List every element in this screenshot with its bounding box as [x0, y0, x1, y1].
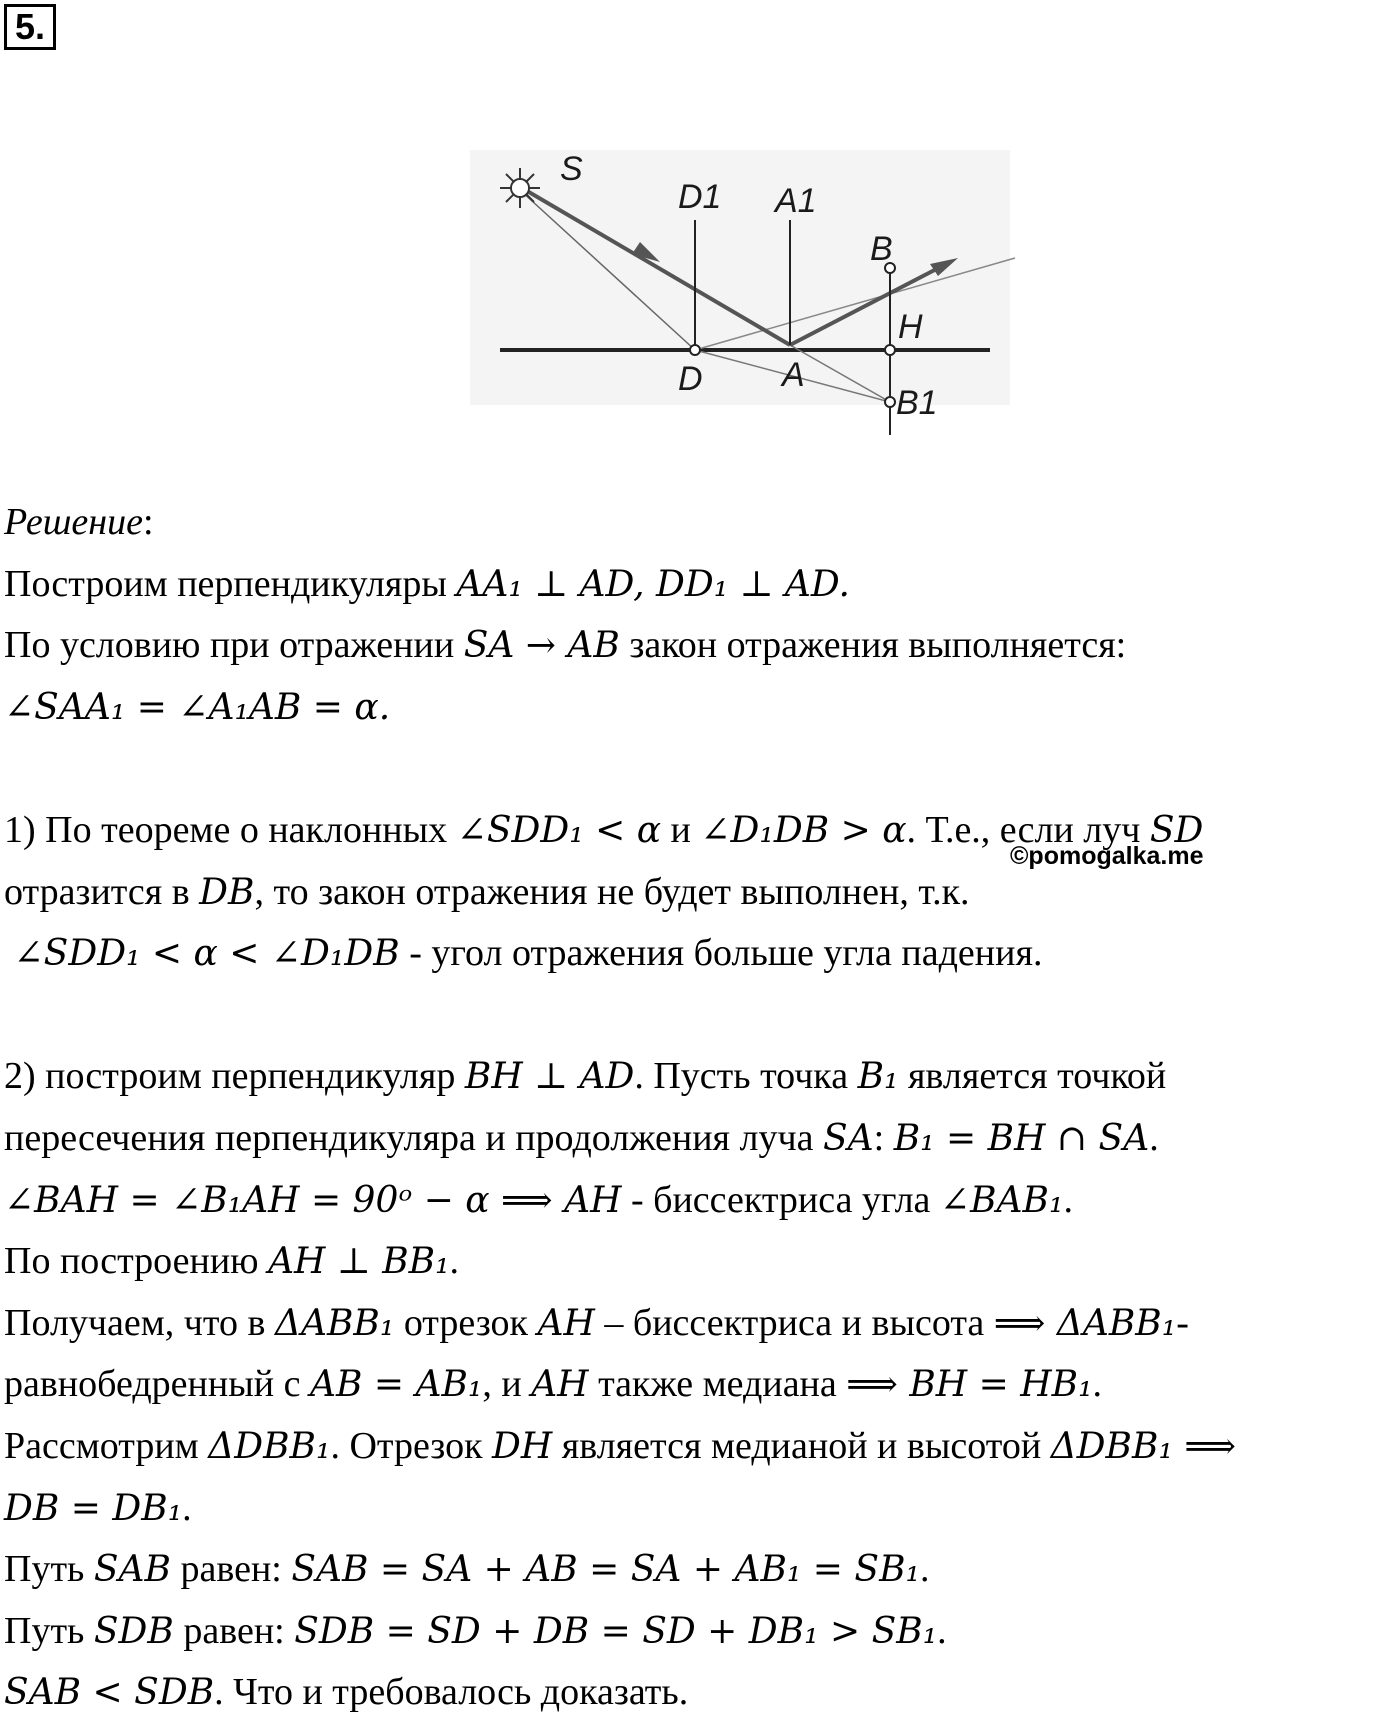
math-run: ∠D₁DB > α: [700, 809, 907, 851]
math-run: ∠BAH = ∠B₁AH = 90ᵒ − α ⟹ AH: [4, 1179, 622, 1221]
text-run: пересечения перпендикуляра и продолжения луча: [4, 1116, 823, 1159]
math-run: SA: [822, 1117, 874, 1159]
math-run: SAB = SA + AB = SA + AB₁ = SB₁: [291, 1549, 920, 1591]
text-run: Получаем, что в: [4, 1301, 275, 1344]
text-run: равен:: [171, 1548, 292, 1591]
math-run: ΔDBB₁ ⟹: [1050, 1425, 1236, 1467]
text-run: По условию при отражении: [4, 624, 464, 667]
solution-heading-line: Решение:: [4, 501, 154, 543]
solution-line: [4, 1601, 1396, 1663]
text-run: также медиана: [588, 1363, 847, 1406]
text-run: 1) По теореме о наклонных: [4, 808, 457, 851]
reflection-diagram: [470, 150, 1030, 450]
math-run: SA → AB: [463, 625, 620, 667]
text-run: -: [1176, 1301, 1189, 1344]
diagram-background: [470, 150, 1010, 405]
solution-line: [4, 1170, 1396, 1232]
text-run: Рассмотрим: [4, 1424, 209, 1467]
math-run: ΔDBB₁: [208, 1425, 331, 1467]
text-run: 2) построим перпендикуляр: [4, 1055, 465, 1098]
math-run: BH ⊥ AD: [464, 1056, 635, 1098]
text-run: Построим перпендикуляры: [4, 562, 457, 605]
math-run: AA₁ ⊥ AD, DD₁ ⊥ AD.: [456, 563, 850, 605]
text-run: По построению: [4, 1240, 269, 1283]
text-run: и: [661, 808, 701, 851]
math-run: ∠SAA₁ = ∠A₁AB = α.: [4, 686, 391, 728]
text-run: отрезок: [394, 1301, 538, 1344]
math-run: AH: [537, 1302, 595, 1344]
solution-line: [4, 1231, 1396, 1293]
text-run: Путь: [4, 1548, 94, 1591]
math-run: ∠BAB₁: [939, 1179, 1064, 1221]
math-run: SAB < SDB: [4, 1672, 215, 1714]
text-run: является точкой: [898, 1055, 1167, 1098]
solution-text: [4, 492, 1396, 1724]
math-run: ∠SDD₁ < α: [456, 809, 662, 851]
text-run: .: [1063, 1178, 1073, 1221]
watermark: ©pomogalka.me: [1010, 842, 1204, 870]
text-run: равен:: [173, 1609, 295, 1652]
math-run: ΔABB₁: [274, 1302, 395, 1344]
math-run: ⟹ ΔABB₁: [993, 1302, 1177, 1344]
light-source-icon: [500, 168, 540, 208]
reflection-diagram-svg: [470, 150, 1030, 450]
math-run: DB = DB₁: [4, 1487, 183, 1529]
math-run: AB = AB₁: [309, 1364, 483, 1406]
label-s: S: [560, 150, 583, 188]
label-a: A: [782, 356, 805, 394]
blank-line: [4, 985, 1396, 1047]
math-run: B₁: [857, 1056, 899, 1098]
math-run: B₁ = BH ∩ SA: [893, 1117, 1150, 1159]
solution-line: [4, 1354, 1396, 1416]
label-d: D: [678, 360, 703, 398]
text-run: .: [919, 1548, 930, 1591]
label-a1: A1: [775, 182, 817, 220]
text-run: . Т.е., если луч: [906, 808, 1150, 851]
text-run: Путь: [4, 1609, 94, 1652]
label-b1: B1: [896, 384, 938, 422]
text-run: отразится в: [4, 870, 200, 913]
text-run: . Что и требовалось доказать.: [214, 1671, 689, 1714]
text-run: .: [182, 1486, 192, 1529]
text-run: . Отрезок: [330, 1424, 493, 1467]
math-run: ⟹ BH = HB₁: [846, 1364, 1093, 1406]
solution-line: [4, 1416, 1396, 1478]
math-run: AH: [531, 1364, 589, 1406]
math-run: SD: [1149, 809, 1204, 851]
math-run: SDB: [93, 1610, 174, 1652]
solution-line: [4, 615, 1396, 677]
math-run: ∠SDD₁ < α < ∠D₁DB: [13, 933, 400, 975]
label-h: H: [898, 308, 923, 346]
text-run: является медианой и высотой: [552, 1424, 1051, 1467]
blank-line: [4, 738, 1396, 800]
text-run: - угол отражения больше угла падения.: [399, 932, 1043, 975]
point-b1: [885, 397, 895, 407]
text-run: .: [1092, 1363, 1102, 1406]
text-run: закон отражения выполняется:: [619, 624, 1127, 667]
solution-line: [4, 1293, 1396, 1355]
math-run: SAB: [93, 1549, 172, 1591]
text-run: – биссектриса и высота: [594, 1301, 994, 1344]
text-run: - биссектриса угла: [621, 1178, 940, 1221]
text-run: .: [449, 1240, 460, 1283]
solution-line: [4, 1478, 1396, 1540]
solution-heading: Решение: [4, 501, 143, 543]
math-run: SDB = SD + DB = SD + DB₁ > SB₁: [294, 1610, 938, 1652]
label-d1: D1: [678, 178, 722, 216]
math-run: DH: [492, 1425, 553, 1467]
point-d: [690, 345, 700, 355]
solution-line: [4, 923, 1396, 985]
math-run: DB: [199, 871, 255, 913]
solution-line: [4, 1662, 1396, 1724]
solution-line: [4, 677, 1396, 739]
point-h: [885, 345, 895, 355]
text-run: :: [873, 1116, 894, 1159]
text-run: . Пусть точка: [634, 1055, 858, 1098]
problem-number: 5.: [4, 4, 56, 50]
solution-line: [4, 554, 1396, 616]
text-run: , то закон отражения не будет выполнен, т.к.: [254, 870, 970, 913]
math-run: AH ⊥ BB₁: [268, 1241, 450, 1283]
text-run: .: [1149, 1116, 1159, 1159]
label-b: B: [870, 230, 893, 268]
text-run: .: [937, 1609, 947, 1652]
solution-line: [4, 1108, 1396, 1170]
solution-line: [4, 1046, 1396, 1108]
text-run: , и: [482, 1363, 532, 1406]
text-run: равнобедренный с: [4, 1363, 310, 1406]
solution-line: [4, 1539, 1396, 1601]
